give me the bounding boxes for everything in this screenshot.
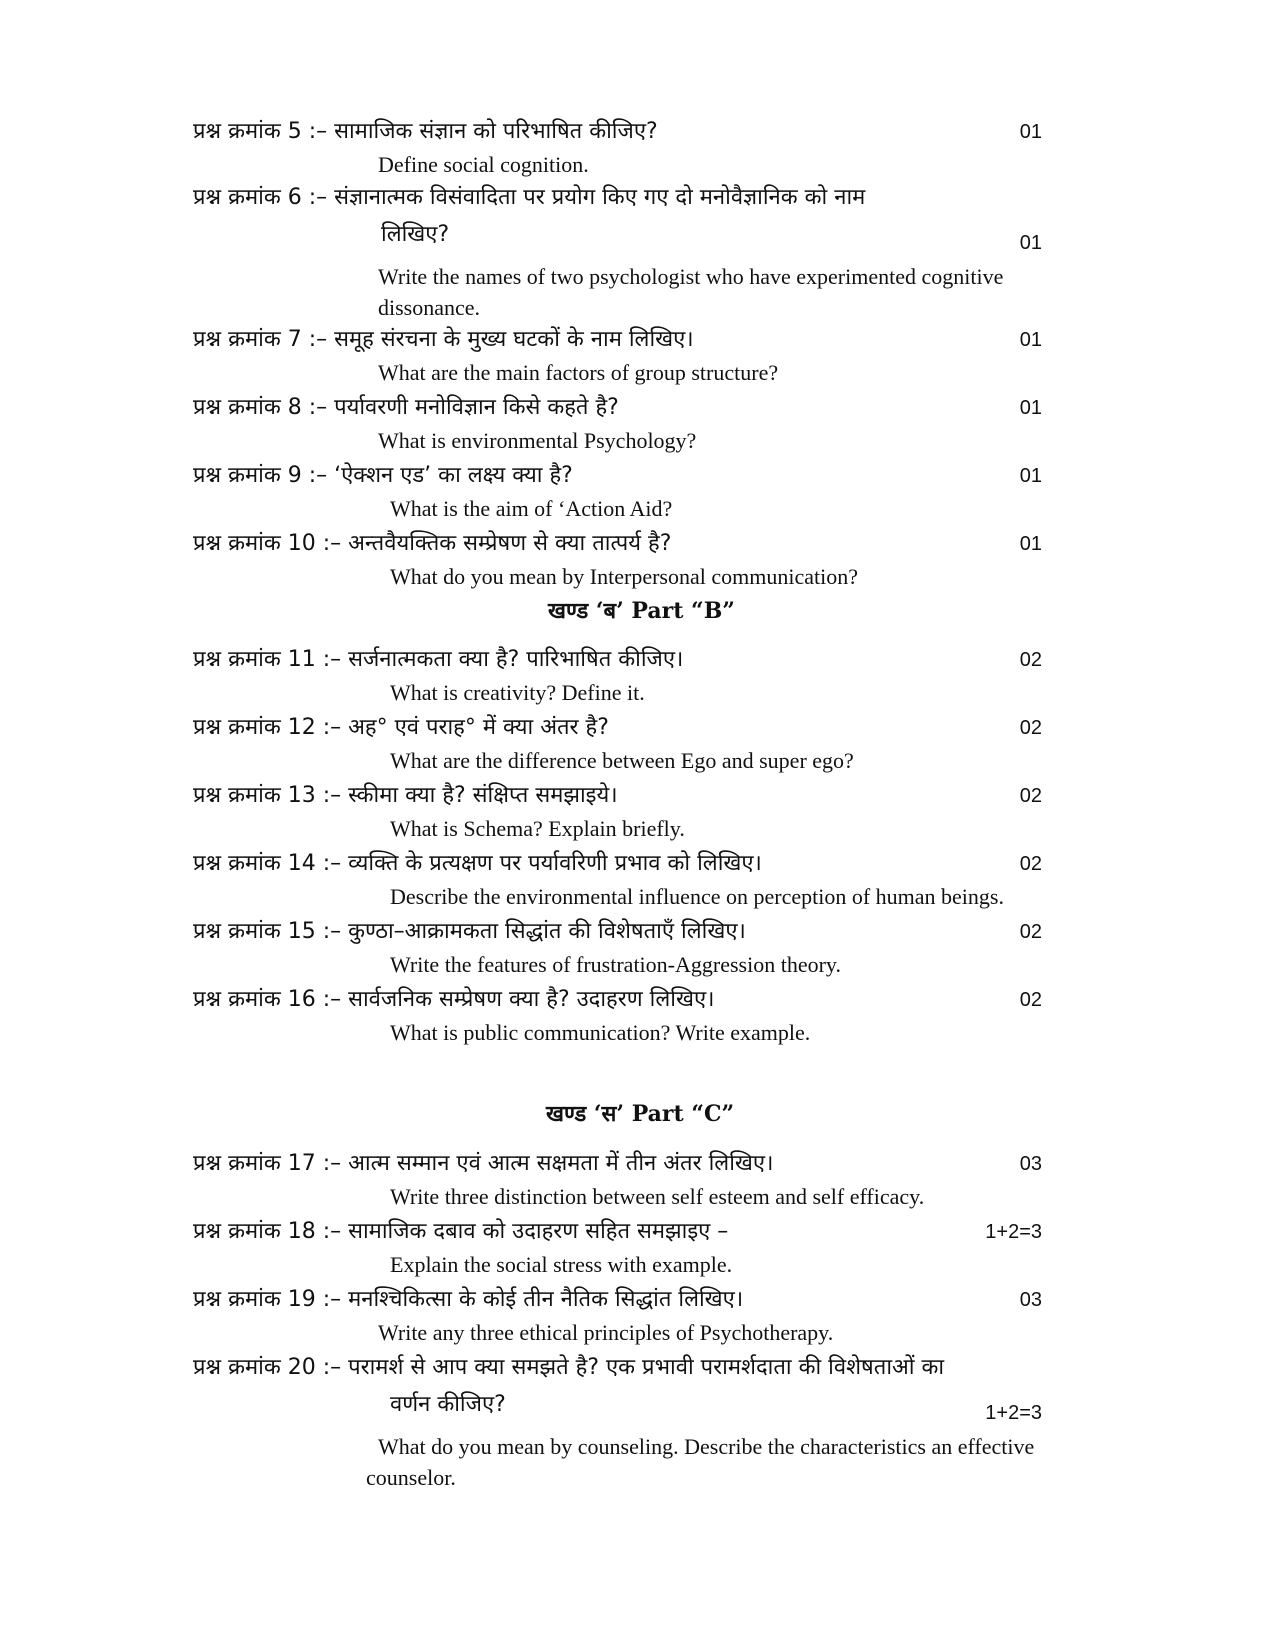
question-20-english: What do you mean by counseling. Describe the characteristics an effective — [378, 1434, 1035, 1459]
question-14-marks: 02 — [1019, 853, 1042, 875]
question-11-english: What is creativity? Define it. — [390, 680, 645, 705]
question-20-english-continued: counselor. — [366, 1465, 456, 1490]
question-15-hindi: प्रश्न क्रमांक 15 :– कुण्ठा–आक्रामकता सिद्धांत की विशेषताएँ लिखिए। — [193, 919, 746, 944]
question-10-english: What do you mean by Interpersonal communication? — [390, 564, 858, 589]
question-14-hindi: प्रश्न क्रमांक 14 :– व्यक्ति के प्रत्यक्षण पर पर्यावरिणी प्रभाव को लिखिए। — [193, 851, 762, 876]
question-19-marks: 03 — [1019, 1289, 1042, 1311]
question-9-marks: 01 — [1019, 465, 1042, 487]
question-12-english: What are the difference between Ego and super ego? — [390, 748, 854, 773]
question-13-english: What is Schema? Explain briefly. — [390, 816, 685, 841]
question-16-hindi: प्रश्न क्रमांक 16 :– सार्वजनिक सम्प्रेषण क्या है? उदाहरण लिखिए। — [193, 987, 715, 1012]
question-9-hindi: प्रश्न क्रमांक 9 :– ‘ऐक्शन एड’ का लक्ष्य क्या है? — [193, 463, 573, 488]
question-6-hindi-continued: लिखिए? — [381, 222, 450, 247]
question-20-hindi: प्रश्न क्रमांक 20 :– परामर्श से आप क्या समझते है? एक प्रभावी परामर्शदाता की विशेषताओं का — [193, 1355, 945, 1380]
question-17-hindi: प्रश्न क्रमांक 17 :– आत्म सम्मान एवं आत्म सक्षमता में तीन अंतर लिखिए। — [193, 1151, 774, 1176]
question-11-hindi: प्रश्न क्रमांक 11 :– सर्जनात्मकता क्या है? पारिभाषित कीजिए। — [193, 647, 684, 672]
question-19-hindi: प्रश्न क्रमांक 19 :– मनश्चिकित्सा के कोई तीन नैतिक सिद्धांत लिखिए। — [193, 1287, 744, 1312]
question-6-hindi: प्रश्न क्रमांक 6 :– संज्ञानात्मक विसंवादिता पर प्रयोग किए गए दो मनोवैज्ञानिक को नाम — [193, 185, 866, 210]
question-17-english: Write three distinction between self esteem and self efficacy. — [390, 1184, 925, 1209]
question-20-marks: 1+2=3 — [985, 1402, 1042, 1424]
question-18-hindi: प्रश्न क्रमांक 18 :– सामाजिक दबाव को उदाहरण सहित समझाइए – — [193, 1219, 729, 1244]
question-13-hindi: प्रश्न क्रमांक 13 :– स्कीमा क्या है? संक्षिप्त समझाइये। — [193, 783, 618, 808]
question-18-english: Explain the social stress with example. — [390, 1252, 733, 1277]
question-8-english: What is environmental Psychology? — [378, 428, 697, 453]
question-10-hindi: प्रश्न क्रमांक 10 :– अन्तवैयक्तिक सम्प्रेषण से क्या तात्पर्य है? — [193, 531, 672, 556]
question-9-english: What is the aim of ‘Action Aid? — [390, 496, 673, 521]
question-8-hindi: प्रश्न क्रमांक 8 :– पर्यावरणी मनोविज्ञान किसे कहते है? — [193, 395, 619, 420]
question-5-marks: 01 — [1019, 121, 1042, 143]
question-20-hindi-continued: वर्णन कीजिए? — [390, 1392, 506, 1417]
question-7-marks: 01 — [1019, 329, 1042, 351]
question-7-hindi: प्रश्न क्रमांक 7 :– समूह संरचना के मुख्य घटकों के नाम लिखिए। — [193, 327, 694, 352]
question-6-english: Write the names of two psychologist who have experimented cognitive — [378, 264, 1004, 289]
question-6-english-continued: dissonance. — [378, 295, 481, 320]
question-15-english: Write the features of frustration-Aggression theory. — [390, 952, 841, 977]
question-11-marks: 02 — [1019, 649, 1042, 671]
question-19-english: Write any three ethical principles of Psychotherapy. — [378, 1320, 834, 1345]
question-12-marks: 02 — [1019, 717, 1042, 739]
question-15-marks: 02 — [1019, 921, 1042, 943]
question-6-marks: 01 — [1019, 232, 1042, 254]
question-17-marks: 03 — [1019, 1153, 1042, 1175]
question-10-marks: 01 — [1019, 533, 1042, 555]
question-14-english: Describe the environmental influence on perception of human beings. — [390, 884, 1004, 909]
question-5-english: Define social cognition. — [378, 152, 589, 177]
section-heading-part-b: खण्ड ‘ब’ Part “B” — [548, 598, 735, 624]
question-18-marks: 1+2=3 — [985, 1221, 1042, 1243]
question-12-hindi: प्रश्न क्रमांक 12 :– अह° एवं पराह° में क्या अंतर है? — [193, 715, 609, 740]
question-5-hindi: प्रश्न क्रमांक 5 :– सामाजिक संज्ञान को परिभाषित कीजिए? — [193, 119, 658, 144]
question-16-marks: 02 — [1019, 989, 1042, 1011]
question-13-marks: 02 — [1019, 785, 1042, 807]
question-8-marks: 01 — [1019, 397, 1042, 419]
question-7-english: What are the main factors of group structure? — [378, 360, 779, 385]
question-16-english: What is public communication? Write example. — [390, 1020, 811, 1045]
section-heading-part-c: खण्ड ‘स’ Part “C” — [546, 1101, 735, 1127]
